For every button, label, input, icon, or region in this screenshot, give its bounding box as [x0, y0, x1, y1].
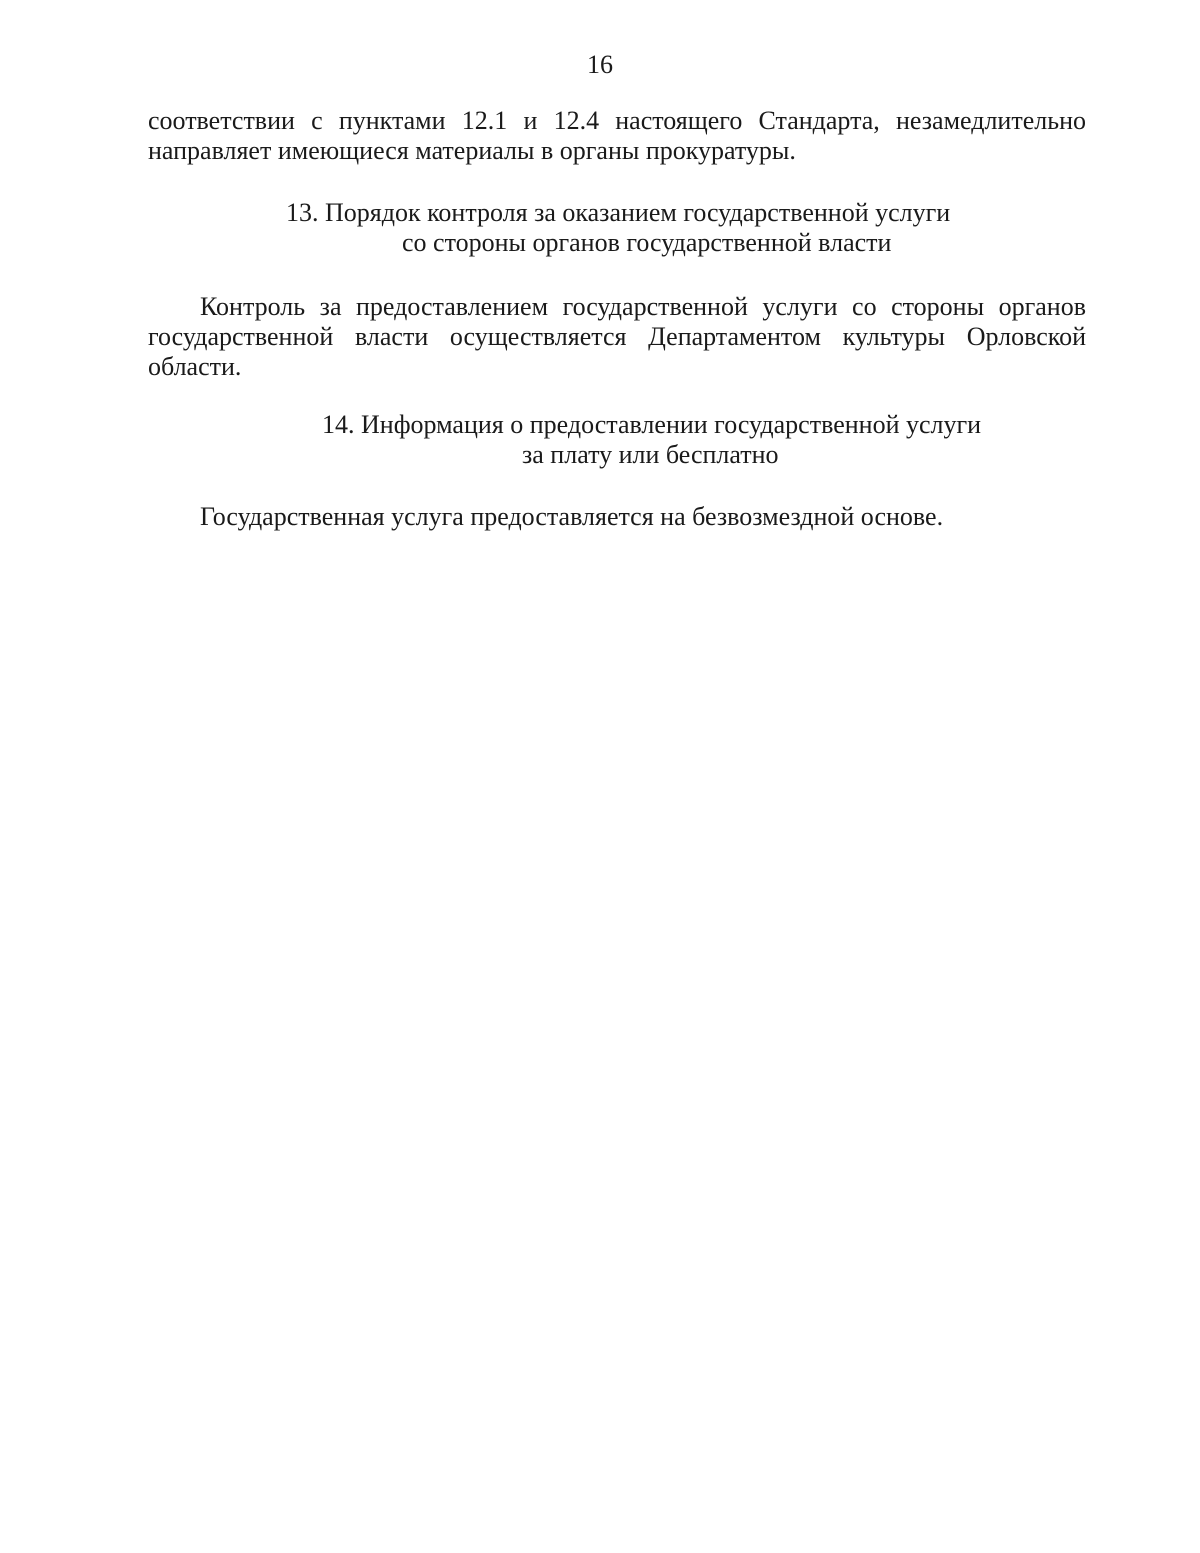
section-14-paragraph	[148, 502, 1086, 532]
section-14-line-1: Государственная услуга предоставляется на безвозмездной основе.	[200, 502, 944, 531]
intro-line-2: направляет имеющиеся материалы в органы прокуратуры.	[148, 136, 796, 165]
section-13-heading-line-1: 13. Порядок контроля за оказанием государственной услуги	[286, 198, 951, 227]
section-13-heading-line-2: со стороны органов государственной власти	[402, 228, 892, 257]
section-14-heading-line-2: за плату или бесплатно	[522, 440, 779, 469]
section-13-heading	[148, 198, 1086, 258]
section-14-heading-line-1: 14. Информация о предоставлении государственной услуги	[322, 410, 982, 439]
section-13-paragraph	[148, 292, 1086, 382]
section-14-heading	[148, 410, 1086, 470]
section-13-line-3: области.	[148, 352, 242, 381]
page-number: 16	[587, 50, 613, 79]
section-13-line-1: Контроль за предоставлением государственной услуги со стороны органов	[200, 292, 1086, 321]
intro-line-1: соответствии с пунктами 12.1 и 12.4 настоящего Стандарта, незамедлительно	[148, 106, 1086, 135]
intro-paragraph	[148, 106, 1086, 166]
section-13-line-2: государственной власти осуществляется Департаментом культуры Орловской	[148, 322, 1086, 351]
